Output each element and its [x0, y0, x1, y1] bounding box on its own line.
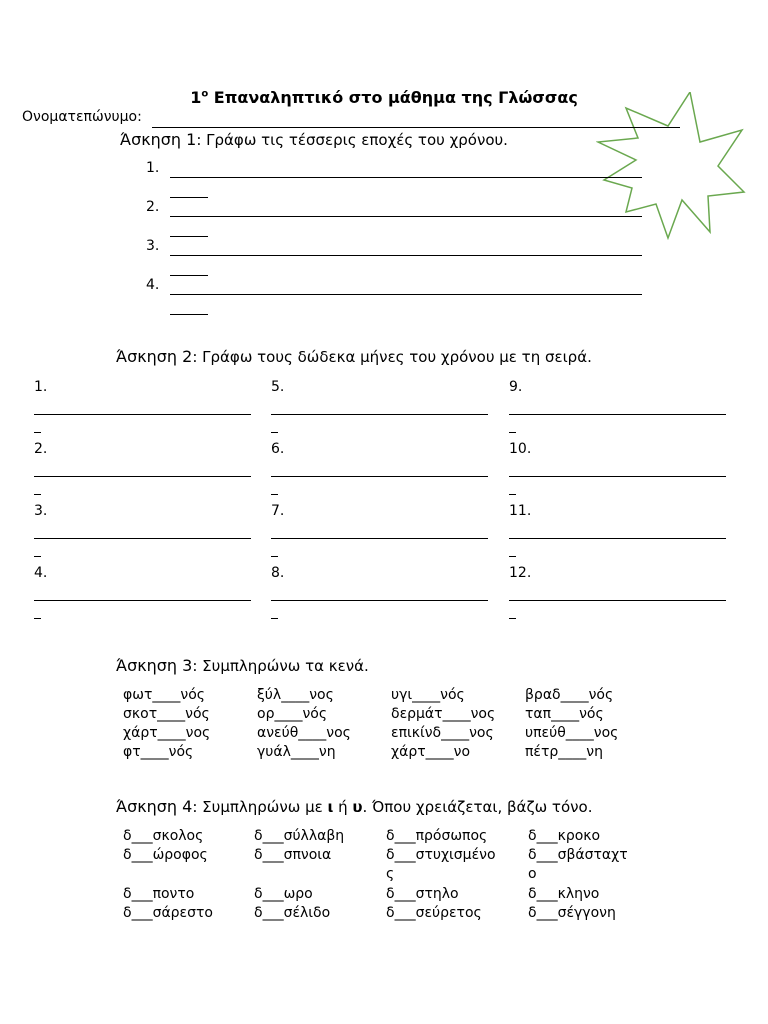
fill-blank-word[interactable]: δ___κροκο: [528, 828, 601, 844]
fill-blank-word[interactable]: βραδ____νός: [525, 687, 614, 703]
item-number: 3.: [146, 238, 160, 254]
fill-blank-word[interactable]: δ___ωρο: [254, 886, 313, 902]
answer-line[interactable]: [170, 177, 642, 178]
fill-blank-word[interactable]: γυάλ____νη: [257, 744, 336, 760]
fill-blank-word[interactable]: δ___σύλλαβη: [254, 828, 345, 844]
fill-blank-word[interactable]: ανεύθ____νος: [257, 725, 351, 741]
month-number: 11.: [509, 503, 532, 519]
month-number: 3.: [34, 503, 48, 519]
month-number: 8.: [271, 565, 285, 581]
answer-line[interactable]: [170, 255, 642, 256]
month-number: 4.: [34, 565, 48, 581]
month-number: 2.: [34, 441, 48, 457]
month-line-continuation: [34, 618, 41, 619]
month-answer-line[interactable]: [509, 414, 726, 415]
answer-line[interactable]: [170, 294, 642, 295]
month-answer-line[interactable]: [271, 600, 488, 601]
exercise-3-heading: Άσκηση 3: Συμπληρώνω τα κενά.: [116, 656, 369, 675]
answer-line-continuation: [170, 314, 208, 315]
month-number: 9.: [509, 379, 523, 395]
month-line-continuation: [34, 556, 41, 557]
month-answer-line[interactable]: [34, 476, 251, 477]
month-answer-line[interactable]: [271, 538, 488, 539]
fill-blank-word[interactable]: δ___κληνο: [528, 886, 600, 902]
month-line-continuation: [509, 432, 516, 433]
fill-blank-word[interactable]: σκοτ____νός: [123, 706, 210, 722]
fill-blank-word[interactable]: δ___στυχισμένο: [386, 847, 496, 863]
exercise-4-heading: Άσκηση 4: Συμπληρώνω με ι ή υ. Όπου χρειάζεται, βάζω τόνο.: [116, 797, 593, 816]
month-number: 1.: [34, 379, 48, 395]
page-title: $1^o$ Επαναληπτικό στο μάθημα της Γλώσσας: [190, 88, 578, 107]
month-answer-line[interactable]: [509, 600, 726, 601]
month-number: 5.: [271, 379, 285, 395]
fill-blank-word[interactable]: πέτρ____νη: [525, 744, 604, 760]
name-field[interactable]: [152, 127, 680, 128]
answer-line[interactable]: [170, 216, 642, 217]
month-number: 10.: [509, 441, 532, 457]
fill-blank-word[interactable]: υγι____νός: [391, 687, 465, 703]
answer-line-continuation: [170, 236, 208, 237]
month-line-continuation: [271, 618, 278, 619]
month-line-continuation: [34, 494, 41, 495]
star-shape-icon: [596, 92, 746, 240]
fill-blank-word[interactable]: δ___σάρεστο: [123, 905, 213, 921]
month-number: 12.: [509, 565, 532, 581]
month-line-continuation: [271, 432, 278, 433]
month-number: 6.: [271, 441, 285, 457]
item-number: 4.: [146, 277, 160, 293]
fill-blank-word[interactable]: δ___σπνοια: [254, 847, 332, 863]
fill-blank-word[interactable]: ς: [386, 866, 395, 882]
fill-blank-word[interactable]: δ___ώροφος: [123, 847, 208, 863]
month-line-continuation: [34, 432, 41, 433]
fill-blank-word[interactable]: φτ____νός: [123, 744, 194, 760]
name-label: Ονοματεπώνυμο:: [22, 109, 142, 125]
month-answer-line[interactable]: [34, 538, 251, 539]
fill-blank-word[interactable]: φωτ____νός: [123, 687, 205, 703]
month-answer-line[interactable]: [271, 414, 488, 415]
month-number: 7.: [271, 503, 285, 519]
fill-blank-word[interactable]: δερμάτ____νος: [391, 706, 496, 722]
answer-line-continuation: [170, 197, 208, 198]
month-answer-line[interactable]: [509, 538, 726, 539]
fill-blank-word[interactable]: δ___σβάσταχτ: [528, 847, 628, 863]
exercise-1-heading: Άσκηση 1: Γράφω τις τέσσερις εποχές του χρόνου.: [120, 130, 508, 149]
item-number: 1.: [146, 160, 160, 176]
fill-blank-word[interactable]: δ___σκολος: [123, 828, 204, 844]
fill-blank-word[interactable]: επικίνδ____νος: [391, 725, 494, 741]
exercise-2-heading: Άσκηση 2: Γράφω τους δώδεκα μήνες του χρόνου με τη σειρά.: [116, 347, 592, 366]
fill-blank-word[interactable]: ταπ____νός: [525, 706, 604, 722]
month-answer-line[interactable]: [509, 476, 726, 477]
fill-blank-word[interactable]: δ___σεύρετος: [386, 905, 482, 921]
month-answer-line[interactable]: [271, 476, 488, 477]
fill-blank-word[interactable]: ορ____νός: [257, 706, 328, 722]
fill-blank-word[interactable]: χάρτ____νο: [391, 744, 471, 760]
fill-blank-word[interactable]: δ___σέλιδο: [254, 905, 331, 921]
fill-blank-word[interactable]: δ___στηλο: [386, 886, 459, 902]
answer-line-continuation: [170, 275, 208, 276]
fill-blank-word[interactable]: υπεύθ____νος: [525, 725, 619, 741]
month-line-continuation: [509, 494, 516, 495]
month-line-continuation: [271, 494, 278, 495]
fill-blank-word[interactable]: ξύλ____νος: [257, 687, 334, 703]
fill-blank-word[interactable]: δ___ποντο: [123, 886, 195, 902]
month-answer-line[interactable]: [34, 414, 251, 415]
fill-blank-word[interactable]: δ___πρόσωπος: [386, 828, 488, 844]
fill-blank-word[interactable]: χάρτ____νος: [123, 725, 211, 741]
item-number: 2.: [146, 199, 160, 215]
fill-blank-word[interactable]: ο: [528, 866, 537, 882]
month-line-continuation: [509, 618, 516, 619]
month-line-continuation: [271, 556, 278, 557]
month-answer-line[interactable]: [34, 600, 251, 601]
month-line-continuation: [509, 556, 516, 557]
fill-blank-word[interactable]: δ___σέγγονη: [528, 905, 616, 921]
